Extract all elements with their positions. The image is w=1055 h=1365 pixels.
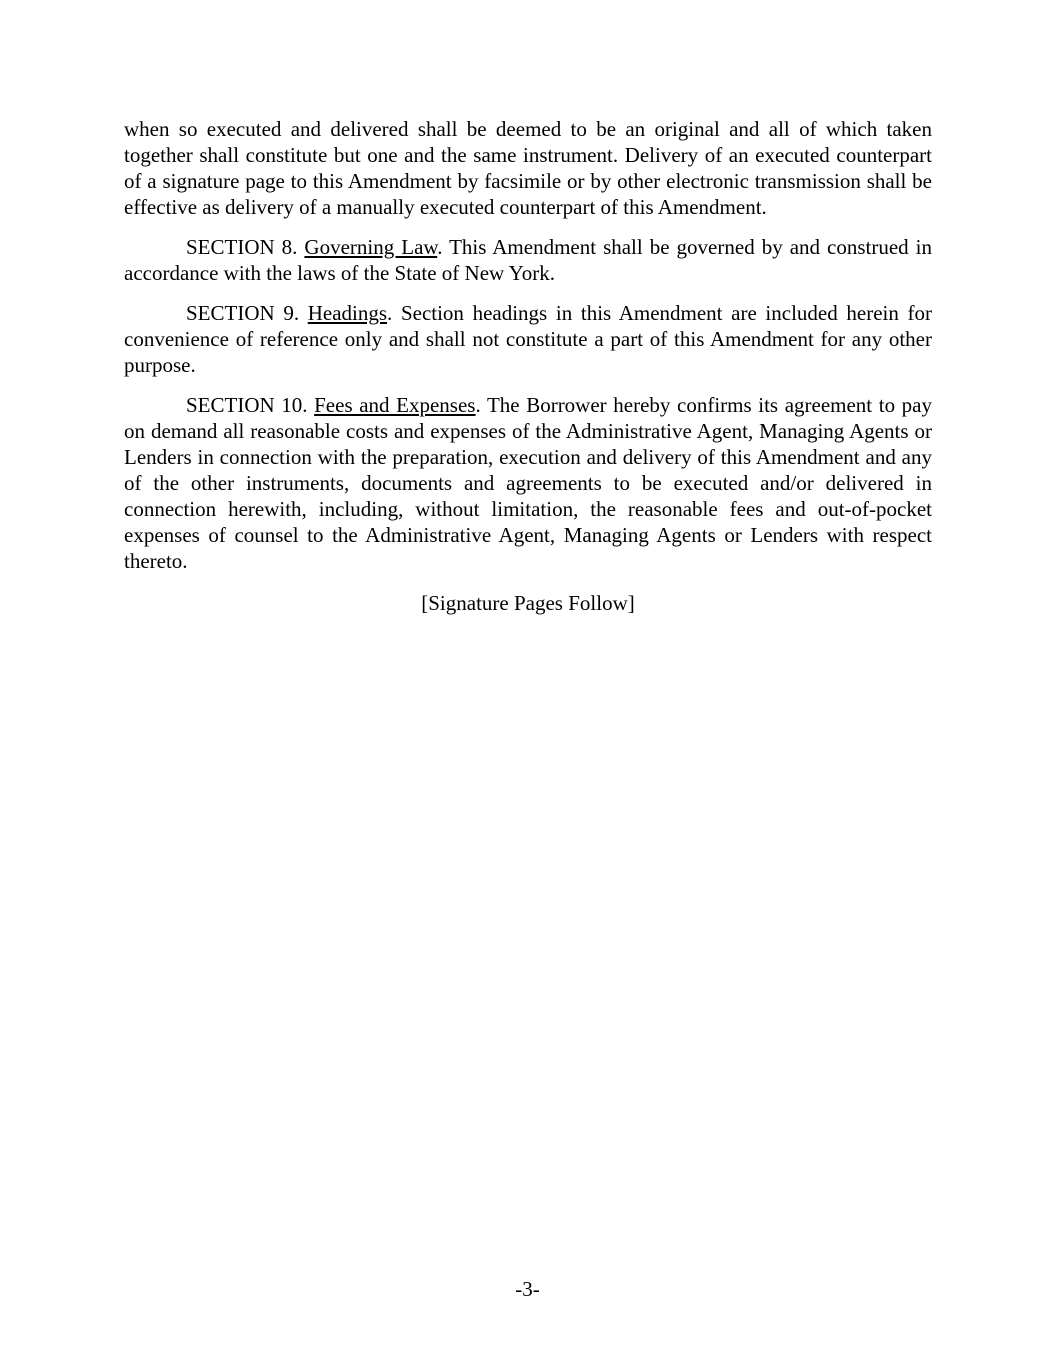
- section-10-heading: Fees and Expenses: [314, 393, 476, 417]
- signature-pages-note: [124, 590, 932, 616]
- signature-pages-note-text: [Signature Pages Follow]: [421, 591, 635, 615]
- page-number: -3-: [515, 1277, 540, 1301]
- paragraph-section-8: [124, 234, 932, 286]
- paragraph-text: when so executed and delivered shall be deemed to be an original and all of which taken together shall constitute but one and the same instrument. Delivery of an executed counterpart of a signature page to this Amendment by facsimile or by other electronic transmission shall be effective as delivery of a manually executed counterpart of this Amendment.: [124, 117, 932, 219]
- section-9-label: SECTION 9.: [186, 301, 308, 325]
- section-8-heading: Governing Law: [304, 235, 438, 259]
- section-9-heading: Headings: [307, 301, 388, 325]
- section-10-body: . The Borrower hereby confirms its agreement to pay on demand all reasonable costs and expenses of the Administrative Agent, Managing Agents or Lenders in connection with the preparation, execution and delivery of this Amendment and any of the other instruments, documents and agreements to be executed and/or delivered in connection herewith, including, without limitation, the reasonable fees and out-of-pocket expenses of counsel to the Administrative Agent, Managing Agents or Lenders with respect thereto.: [124, 393, 932, 573]
- section-8-body: . This Amendment shall be governed by and construed in accordance with the laws of the State of New York.: [124, 235, 932, 285]
- paragraph-section-9: [124, 300, 932, 378]
- paragraph-section-10: [124, 392, 932, 574]
- paragraph-continuation: [124, 116, 932, 220]
- section-9-body: . Section headings in this Amendment are included herein for convenience of reference only and shall not constitute a part of this Amendment for any other purpose.: [124, 301, 932, 377]
- section-8-label: SECTION 8.: [186, 235, 305, 259]
- section-10-label: SECTION 10.: [186, 393, 315, 417]
